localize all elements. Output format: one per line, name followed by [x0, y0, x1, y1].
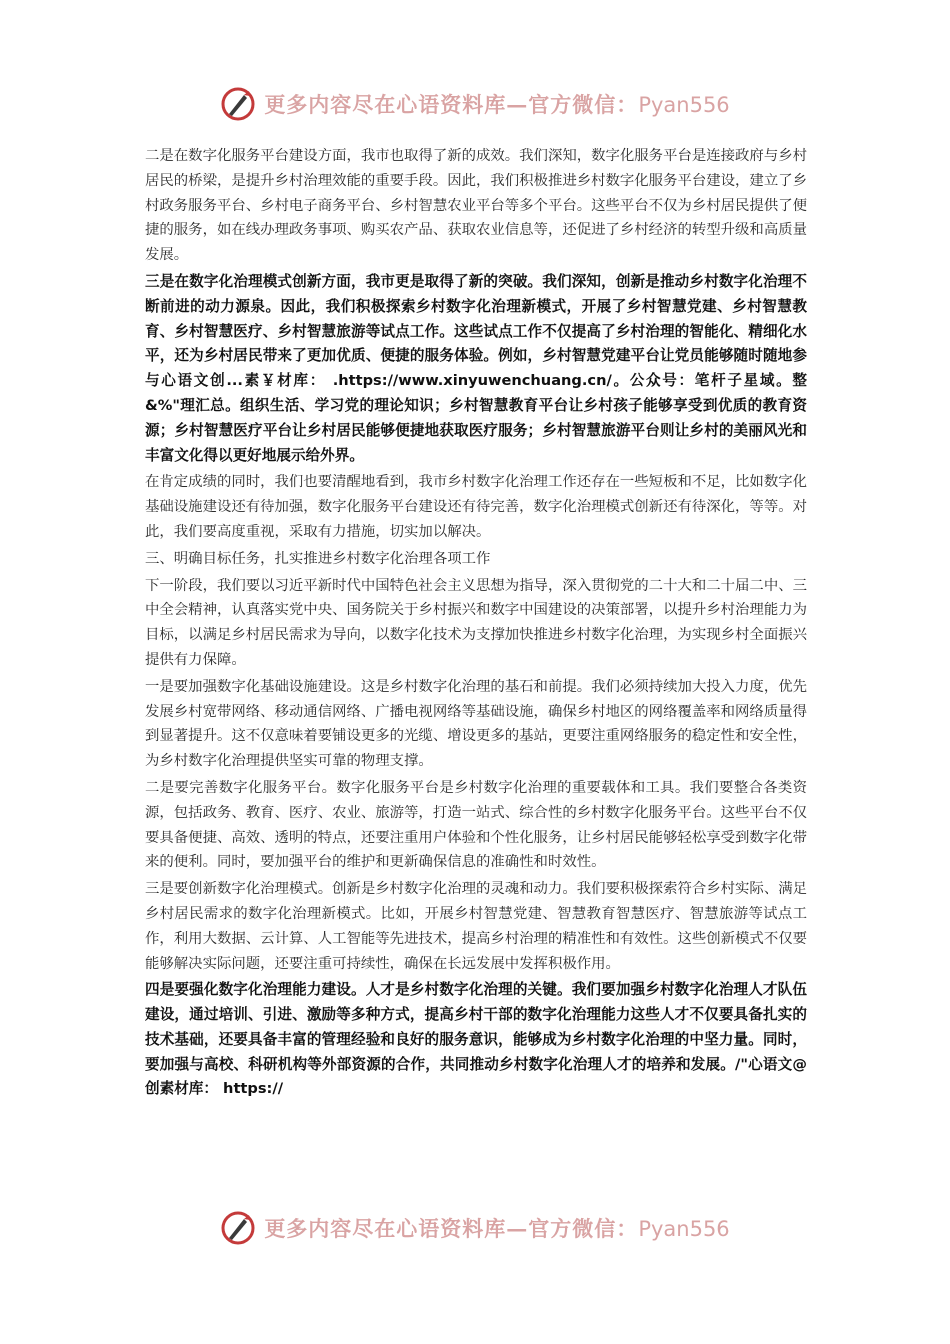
paragraph: 四是要强化数字化治理能力建设。人才是乡村数字化治理的关键。我们要加强乡村数字化治理人才队伍建设，通过培训、引进、激励等多种方式，提高乡村干部的数字化治理能力这些人才不仅要具备扎实的技术基础，还要具备丰富的管理经验和良好的服务意识，能够成为乡村数字化治理的中坚力量。同时，要加强与高校、科研机构等外部资源的合作，共同推动乡村数字化治理人才的培养和发展。/"心语文@创素材库： https:// — [145, 981, 807, 1098]
header-wechat-id: Pyan556 — [638, 93, 730, 117]
footer-banner-text: 更多内容尽在心语资料库—官方微信：Pyan556 — [264, 1216, 730, 1241]
section-heading: 三、明确目标任务，扎实推进乡村数字化治理各项工作 — [145, 550, 491, 567]
header-banner — [0, 84, 950, 124]
paragraph: 在肯定成绩的同时，我们也要清醒地看到，我市乡村数字化治理工作还存在一些短板和不足，比如数字化基础设施建设还有待加强，数字化服务平台建设还有待完善，数字化治理模式创新还有待深化，等等。对此，我们要高度重视，采取有力措施，切实加以解决。 — [145, 474, 807, 540]
document-body — [145, 144, 807, 1194]
footer-wechat-id: Pyan556 — [638, 1217, 730, 1241]
paragraph: 三是在数字化治理模式创新方面，我市更是取得了新的突破。我们深知，创新是推动乡村数字化治理不断前进的动力源泉。因此，我们积极探索乡村数字化治理新模式，开展了乡村智慧党建、乡村智慧教育、乡村智慧医疗、乡村智慧旅游等试点工作。这些试点工作不仅提高了乡村治理的智能化、精细化水平，还为乡村居民带来了更加优质、便捷的服务体验。例如，乡村智慧党建平台让党员能够随时随地参与心语文创...素￥材库： .https://www.xinyuwenchuang.cn/。公众号：笔杆子星域。整&%"理汇总。组织生活、学习党的理论知识；乡村智慧教育平台让乡村孩子能够享受到优质的教育资源；乡村智慧医疗平台让乡村居民能够便捷地获取医疗服务；乡村智慧旅游平台则让乡村的美丽风光和丰富文化得以更好地展示给外界。 — [145, 272, 807, 464]
header-banner-text: 更多内容尽在心语资料库—官方微信：Pyan556 — [264, 92, 730, 117]
paragraph: 二是要完善数字化服务平台。数字化服务平台是乡村数字化治理的重要载体和工具。我们要整合各类资源，包括政务、教育、医疗、农业、旅游等，打造一站式、综合性的乡村数字化服务平台。这些平台不仅要具备便捷、高效、透明的特点，还要注重用户体验和个性化服务，让乡村居民能够轻松享受到数字化带来的便利。同时，要加强平台的维护和更新确保信息的准确性和时效性。 — [145, 779, 807, 871]
quill-logo-icon — [220, 86, 256, 122]
paragraph: 下一阶段，我们要以习近平新时代中国特色社会主义思想为指导，深入贯彻党的二十大和二十届二中、三中全会精神，认真落实党中央、国务院关于乡村振兴和数字中国建设的决策部署，以提升乡村治理能力为目标，以满足乡村居民需求为导向，以数字化技术为支撑加快推进乡村数字化治理，为实现乡村全面振兴提供有力保障。 — [145, 577, 807, 668]
paragraph: 二是在数字化服务平台建设方面，我市也取得了新的成效。我们深知，数字化服务平台是连接政府与乡村居民的桥梁，是提升乡村治理效能的重要手段。因此，我们积极推进乡村数字化服务平台建设，建立了乡村政务服务平台、乡村电子商务平台、乡村智慧农业平台等多个平台。这些平台不仅为乡村居民提供了便捷的服务，如在线办理政务事项、购买农产品、获取农业信息等，还促进了乡村经济的转型升级和高质量发展。 — [145, 148, 807, 264]
paragraph: 一是要加强数字化基础设施建设。这是乡村数字化治理的基石和前提。我们必须持续加大投入力度，优先发展乡村宽带网络、移动通信网络、广播电视网络等基础设施，确保乡村地区的网络覆盖率和网络质量得到显著提升。这不仅意味着要铺设更多的光缆、增设更多的基站，更要注重网络服务的稳定性和安全性，为乡村数字化治理提供坚实可靠的物理支撑。 — [145, 678, 807, 770]
paragraph: 三是要创新数字化治理模式。创新是乡村数字化治理的灵魂和动力。我们要积极探索符合乡村实际、满足乡村居民需求的数字化治理新模式。比如，开展乡村智慧党建、智慧教育智慧医疗、智慧旅游等试点工作，利用大数据、云计算、人工智能等先进技术，提高乡村治理的精准性和有效性。这些创新模式不仅要能够解决实际问题，还要注重可持续性，确保在长远发展中发挥积极作用。 — [145, 881, 807, 972]
footer-banner — [0, 1208, 950, 1248]
quill-logo-icon — [220, 1210, 256, 1246]
